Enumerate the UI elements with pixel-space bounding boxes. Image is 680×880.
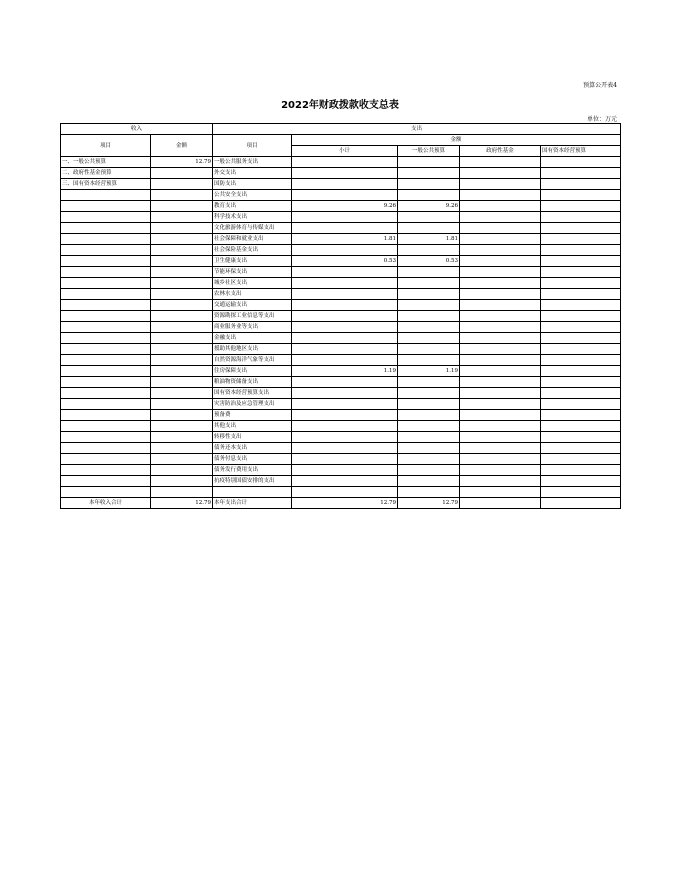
expense-state-capital-cell: [541, 256, 621, 267]
expense-general-budget-cell: 9.26: [398, 201, 460, 212]
expense-general-budget-cell: [398, 300, 460, 311]
expense-general-budget-cell: [398, 487, 460, 498]
expense-item-cell: 交通运输支出: [213, 300, 292, 311]
expense-subtotal-cell: 1.19: [292, 366, 398, 377]
expense-gov-fund-cell: [460, 267, 541, 278]
expense-gov-fund-cell: [460, 388, 541, 399]
income-amount-cell: [151, 421, 213, 432]
expense-subtotal-cell: [292, 487, 398, 498]
income-item-cell: [61, 289, 151, 300]
expense-subtotal-cell: [292, 157, 398, 168]
expense-state-capital-cell: [541, 212, 621, 223]
income-amount-cell: [151, 201, 213, 212]
expense-item-cell: 文化旅游体育与传媒支出: [213, 223, 292, 234]
expense-gov-fund-cell: [460, 432, 541, 443]
expense-item-cell: 公共安全支出: [213, 190, 292, 201]
expense-gov-fund-cell: [460, 465, 541, 476]
expense-general-budget-cell: [398, 432, 460, 443]
income-amount-cell: [151, 223, 213, 234]
table-row: [61, 421, 621, 432]
income-item-cell: [61, 212, 151, 223]
income-amount-cell: [151, 311, 213, 322]
expense-subtotal-cell: [292, 278, 398, 289]
expense-gov-fund-cell: [460, 421, 541, 432]
table-row: [61, 454, 621, 465]
income-amount-cell: 12.79: [151, 157, 213, 168]
table-row: [61, 289, 621, 300]
total-expense-gov-fund: [460, 498, 541, 509]
expense-general-budget-cell: 0.53: [398, 256, 460, 267]
expense-gov-fund-cell: [460, 157, 541, 168]
expense-general-budget-cell: [398, 377, 460, 388]
expense-general-budget-cell: [398, 278, 460, 289]
expense-state-capital-cell: [541, 432, 621, 443]
expense-item-cell: 卫生健康支出: [213, 256, 292, 267]
income-item-cell: [61, 234, 151, 245]
table-row: [61, 256, 621, 267]
income-amount-cell: [151, 267, 213, 278]
expense-general-budget-cell: [398, 388, 460, 399]
income-item-cell: [61, 190, 151, 201]
expense-gov-fund-cell: [460, 190, 541, 201]
income-amount-cell: [151, 487, 213, 498]
expense-general-budget-cell: [398, 465, 460, 476]
expense-gov-fund-cell: [460, 201, 541, 212]
income-amount-cell: [151, 443, 213, 454]
expense-item-cell: 债务付息支出: [213, 454, 292, 465]
header-row-1: [61, 124, 621, 135]
expense-gov-fund-cell: [460, 322, 541, 333]
expense-item-cell: 其他支出: [213, 421, 292, 432]
income-item-cell: [61, 278, 151, 289]
income-amount-cell: [151, 399, 213, 410]
expense-state-capital-cell: [541, 201, 621, 212]
income-item-cell: [61, 223, 151, 234]
income-item-cell: 二、政府性基金预算: [61, 168, 151, 179]
expense-state-capital-cell: [541, 223, 621, 234]
expense-general-budget-cell: [398, 157, 460, 168]
expense-item-cell: 科学技术支出: [213, 212, 292, 223]
expense-item-cell: 自然资源海洋气象等支出: [213, 355, 292, 366]
table-row: [61, 234, 621, 245]
income-item-cell: [61, 366, 151, 377]
expense-gov-fund-cell: [460, 256, 541, 267]
expense-item-cell: 一般公共服务支出: [213, 157, 292, 168]
income-amount-cell: [151, 179, 213, 190]
income-item-cell: [61, 377, 151, 388]
expense-state-capital-cell: [541, 322, 621, 333]
expense-subtotal-cell: 0.53: [292, 256, 398, 267]
expense-subtotal-cell: [292, 311, 398, 322]
expense-item-cell: 转移性支出: [213, 432, 292, 443]
table-row: [61, 443, 621, 454]
table-row: [61, 366, 621, 377]
expense-general-budget-cell: [398, 476, 460, 487]
expense-subtotal-cell: [292, 355, 398, 366]
expense-state-capital-cell: [541, 289, 621, 300]
income-header: 收入: [61, 124, 213, 135]
income-item-cell: [61, 399, 151, 410]
expense-subtotal-cell: [292, 399, 398, 410]
expense-state-capital-cell: [541, 344, 621, 355]
expense-subtotal-cell: [292, 454, 398, 465]
expense-subtotal-cell: [292, 267, 398, 278]
expense-item-cell: [213, 487, 292, 498]
income-item-cell: [61, 476, 151, 487]
expense-general-budget-cell: [398, 289, 460, 300]
expense-item-cell: 住房保障支出: [213, 366, 292, 377]
table-row: [61, 465, 621, 476]
income-amount-cell: [151, 454, 213, 465]
expense-general-budget-cell: [398, 454, 460, 465]
expense-subtotal-cell: [292, 300, 398, 311]
expense-state-capital-cell: [541, 355, 621, 366]
income-item-cell: [61, 201, 151, 212]
expense-general-budget-cell: [398, 179, 460, 190]
expense-general-budget-cell: [398, 421, 460, 432]
income-item-cell: [61, 256, 151, 267]
income-amount-header: 金额: [151, 135, 213, 157]
expense-general-budget-cell: [398, 443, 460, 454]
income-item-cell: [61, 322, 151, 333]
expense-general-budget-cell: [398, 223, 460, 234]
income-amount-cell: [151, 168, 213, 179]
expense-general-budget-cell: [398, 333, 460, 344]
table-row: [61, 245, 621, 256]
total-row: [61, 498, 621, 509]
expense-item-cell: 债务发行费用支出: [213, 465, 292, 476]
expense-item-cell: 援助其他地区支出: [213, 344, 292, 355]
table-row: [61, 300, 621, 311]
expense-item-cell: 国防支出: [213, 179, 292, 190]
total-income-amount: 12.79: [151, 498, 213, 509]
total-expense-state-capital: [541, 498, 621, 509]
expense-gov-fund-cell: [460, 487, 541, 498]
income-amount-cell: [151, 432, 213, 443]
income-amount-cell: [151, 300, 213, 311]
expense-item-cell: 外交支出: [213, 168, 292, 179]
page-title: 2022年财政拨款收支总表: [281, 100, 399, 111]
expense-general-budget-cell: 1.81: [398, 234, 460, 245]
expense-general-budget-cell: [398, 344, 460, 355]
income-amount-cell: [151, 476, 213, 487]
expense-item-header: 项目: [213, 135, 292, 157]
expense-general-budget-cell: [398, 168, 460, 179]
expense-item-cell: 农林水支出: [213, 289, 292, 300]
expense-gov-fund-cell: [460, 355, 541, 366]
expense-item-cell: 商业服务业等支出: [213, 322, 292, 333]
expense-gov-fund-cell: [460, 168, 541, 179]
form-number: 预算公开表4: [583, 82, 617, 89]
table-row: [61, 267, 621, 278]
expense-state-capital-cell: [541, 168, 621, 179]
expense-item-cell: 社会保障和就业支出: [213, 234, 292, 245]
expense-state-capital-cell: [541, 487, 621, 498]
expense-general-budget-cell: [398, 267, 460, 278]
table-row: [61, 432, 621, 443]
expense-subtotal-cell: 9.26: [292, 201, 398, 212]
expense-state-capital-cell: [541, 366, 621, 377]
table-row: [61, 333, 621, 344]
table-row: [61, 410, 621, 421]
expense-item-cell: 预备费: [213, 410, 292, 421]
expense-item-cell: 债务还本支出: [213, 443, 292, 454]
income-item-cell: [61, 355, 151, 366]
income-item-cell: [61, 267, 151, 278]
income-item-cell: [61, 421, 151, 432]
expense-subtotal-cell: [292, 410, 398, 421]
expense-item-cell: 国有资本经营预算支出: [213, 388, 292, 399]
income-item-cell: [61, 454, 151, 465]
expense-item-cell: 社会保险基金支出: [213, 245, 292, 256]
income-amount-cell: [151, 256, 213, 267]
income-amount-cell: [151, 234, 213, 245]
income-item-cell: [61, 344, 151, 355]
expense-gov-fund-cell: [460, 179, 541, 190]
header-row-2: [61, 135, 621, 146]
expense-gov-fund-cell: [460, 333, 541, 344]
expense-gov-fund-cell: [460, 234, 541, 245]
expense-state-capital-cell: [541, 377, 621, 388]
expense-state-capital-cell: [541, 234, 621, 245]
expense-state-capital-cell: [541, 399, 621, 410]
income-item-cell: [61, 388, 151, 399]
expense-state-capital-cell: [541, 410, 621, 421]
income-item-cell: [61, 465, 151, 476]
expense-subtotal-cell: [292, 476, 398, 487]
expense-state-capital-cell: [541, 443, 621, 454]
expense-general-budget-cell: [398, 410, 460, 421]
general-budget-header: 一般公共预算: [398, 146, 460, 157]
expense-gov-fund-cell: [460, 454, 541, 465]
expense-item-cell: 节能环保支出: [213, 267, 292, 278]
expense-state-capital-cell: [541, 245, 621, 256]
expense-state-capital-cell: [541, 465, 621, 476]
expense-gov-fund-cell: [460, 366, 541, 377]
expense-gov-fund-cell: [460, 443, 541, 454]
expense-gov-fund-cell: [460, 278, 541, 289]
income-item-cell: [61, 443, 151, 454]
income-item-cell: [61, 410, 151, 421]
income-amount-cell: [151, 289, 213, 300]
table-row: [61, 377, 621, 388]
expense-general-budget-cell: [398, 311, 460, 322]
expense-general-budget-cell: [398, 212, 460, 223]
expense-subtotal-cell: [292, 377, 398, 388]
income-item-cell: [61, 487, 151, 498]
total-expense-subtotal: 12.79: [292, 498, 398, 509]
expense-gov-fund-cell: [460, 476, 541, 487]
table-row: [61, 388, 621, 399]
expense-item-cell: 城乡社区支出: [213, 278, 292, 289]
unit-label: 单位：万元: [586, 116, 617, 123]
expense-state-capital-cell: [541, 300, 621, 311]
expense-state-capital-cell: [541, 388, 621, 399]
expense-state-capital-cell: [541, 267, 621, 278]
table-row: [61, 344, 621, 355]
table-row: [61, 476, 621, 487]
expense-gov-fund-cell: [460, 245, 541, 256]
total-expense-label: 本年支出合计: [213, 498, 292, 509]
expense-general-budget-cell: 1.19: [398, 366, 460, 377]
expense-general-budget-cell: [398, 355, 460, 366]
table-row: [61, 355, 621, 366]
expense-subtotal-cell: [292, 179, 398, 190]
expense-gov-fund-cell: [460, 212, 541, 223]
expense-gov-fund-cell: [460, 289, 541, 300]
income-item-cell: [61, 432, 151, 443]
income-amount-cell: [151, 410, 213, 421]
subtotal-header: 小计: [292, 146, 398, 157]
expense-item-cell: 粮油物资储备支出: [213, 377, 292, 388]
expense-item-cell: 灾害防治及应急管理支出: [213, 399, 292, 410]
expense-state-capital-cell: [541, 278, 621, 289]
expense-amount-header: 金额: [292, 135, 621, 146]
expense-state-capital-cell: [541, 190, 621, 201]
expense-gov-fund-cell: [460, 223, 541, 234]
expense-header: 支出: [213, 124, 621, 135]
table-row: [61, 157, 621, 168]
income-amount-cell: [151, 465, 213, 476]
table-row: [61, 168, 621, 179]
expense-item-cell: 抗疫特别国债安排的支出: [213, 476, 292, 487]
total-income-label: 本年收入合计: [61, 498, 151, 509]
expense-gov-fund-cell: [460, 300, 541, 311]
income-item-cell: [61, 333, 151, 344]
income-amount-cell: [151, 278, 213, 289]
expense-subtotal-cell: [292, 421, 398, 432]
table-row: [61, 201, 621, 212]
table-row: [61, 190, 621, 201]
income-amount-cell: [151, 344, 213, 355]
expense-subtotal-cell: [292, 212, 398, 223]
income-item-cell: [61, 300, 151, 311]
expense-item-cell: 资源勘探工业信息等支出: [213, 311, 292, 322]
income-amount-cell: [151, 388, 213, 399]
expense-state-capital-cell: [541, 421, 621, 432]
income-amount-cell: [151, 245, 213, 256]
income-amount-cell: [151, 333, 213, 344]
expense-state-capital-cell: [541, 179, 621, 190]
table-row: [61, 223, 621, 234]
expense-state-capital-cell: [541, 333, 621, 344]
income-amount-cell: [151, 366, 213, 377]
expense-gov-fund-cell: [460, 399, 541, 410]
expense-subtotal-cell: [292, 322, 398, 333]
expense-general-budget-cell: [398, 322, 460, 333]
income-amount-cell: [151, 322, 213, 333]
expense-gov-fund-cell: [460, 410, 541, 421]
expense-state-capital-cell: [541, 476, 621, 487]
table-row: [61, 322, 621, 333]
income-amount-cell: [151, 190, 213, 201]
expense-item-cell: 金融支出: [213, 333, 292, 344]
expense-subtotal-cell: [292, 465, 398, 476]
expense-gov-fund-cell: [460, 344, 541, 355]
table-row: [61, 399, 621, 410]
income-amount-cell: [151, 212, 213, 223]
expense-item-cell: 教育支出: [213, 201, 292, 212]
income-item-cell: 三、国有资本经营预算: [61, 179, 151, 190]
gov-fund-header: 政府性基金: [460, 146, 541, 157]
table-row: [61, 278, 621, 289]
expense-subtotal-cell: [292, 289, 398, 300]
total-expense-general-budget: 12.79: [398, 498, 460, 509]
expense-subtotal-cell: [292, 168, 398, 179]
expense-subtotal-cell: [292, 344, 398, 355]
income-item-header: 项目: [61, 135, 151, 157]
expense-subtotal-cell: 1.81: [292, 234, 398, 245]
expense-general-budget-cell: [398, 399, 460, 410]
income-item-cell: 一、一般公共预算: [61, 157, 151, 168]
table-row: [61, 311, 621, 322]
expense-subtotal-cell: [292, 223, 398, 234]
expense-general-budget-cell: [398, 245, 460, 256]
expense-subtotal-cell: [292, 190, 398, 201]
table-row: [61, 212, 621, 223]
income-amount-cell: [151, 355, 213, 366]
expense-general-budget-cell: [398, 190, 460, 201]
expense-gov-fund-cell: [460, 377, 541, 388]
expense-subtotal-cell: [292, 333, 398, 344]
expense-subtotal-cell: [292, 388, 398, 399]
budget-table: [60, 123, 621, 509]
expense-subtotal-cell: [292, 245, 398, 256]
expense-gov-fund-cell: [460, 311, 541, 322]
expense-subtotal-cell: [292, 443, 398, 454]
table-row: [61, 179, 621, 190]
income-amount-cell: [151, 377, 213, 388]
expense-state-capital-cell: [541, 311, 621, 322]
table-row: [61, 487, 621, 498]
expense-state-capital-cell: [541, 157, 621, 168]
state-capital-header: 国有资本经营预算: [541, 146, 621, 157]
expense-state-capital-cell: [541, 454, 621, 465]
expense-subtotal-cell: [292, 432, 398, 443]
income-item-cell: [61, 311, 151, 322]
income-item-cell: [61, 245, 151, 256]
